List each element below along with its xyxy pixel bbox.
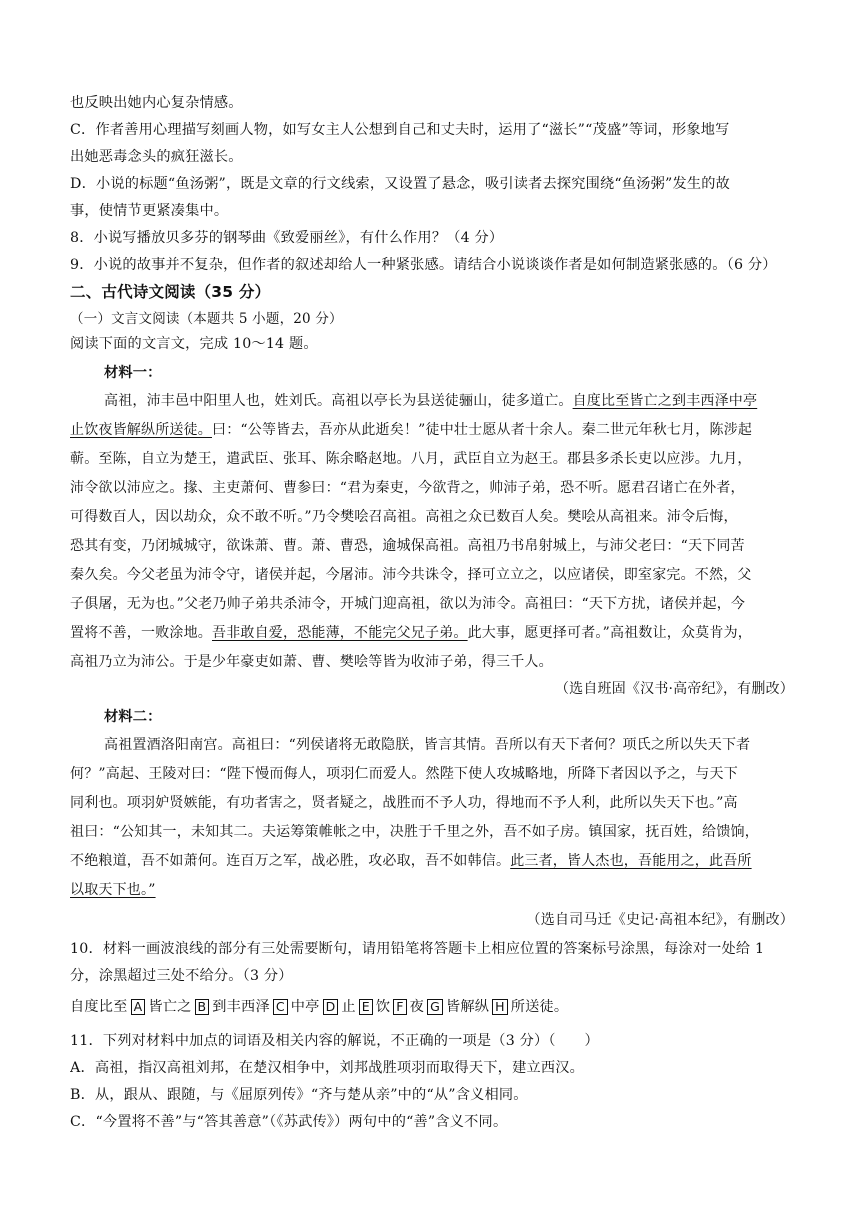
m1-line: 可得数百人，因以劫众，众不敢不听。”乃令樊哙召高祖。高祖之众已数百人矣。樊哙从高祖来。沛令后悔， bbox=[70, 509, 738, 525]
material1-label: 材料一： bbox=[104, 365, 162, 381]
option-b: B．从，跟从、跟随，与《屈原列传》“齐与楚从亲”中的“从”含义相同。 bbox=[70, 1087, 528, 1103]
segment: 到丰西泽 bbox=[212, 999, 270, 1015]
segment: 夜 bbox=[409, 999, 425, 1015]
answer-box-g[interactable]: G bbox=[427, 999, 443, 1015]
segment: 皆亡之 bbox=[148, 999, 192, 1015]
m1-line: 子俱屠，无为也。”父老乃帅子弟共杀沛令，开城门迎高祖，欲以为沛令。高祖曰：“天下方扰，诸侯并起，今 bbox=[70, 596, 746, 612]
segment: 皆解纵 bbox=[445, 999, 490, 1015]
text-line: 事，使情节更紧凑集中。 bbox=[70, 203, 229, 219]
q10-options bbox=[70, 996, 794, 1016]
m1-line: 蕲。至陈，自立为楚王，遣武臣、张耳、陈余略赵地。八月，武臣自立为赵王。郡县多杀长吏以应涉。九月， bbox=[70, 451, 752, 467]
question-10-cont: 分，涂黑超过三处不给分。（3 分） bbox=[70, 968, 293, 984]
text-line: 出她恶毒念头的疯狂滋长。 bbox=[70, 149, 243, 165]
answer-box-a[interactable]: A bbox=[131, 999, 146, 1015]
sub-title: （一）文言文阅读（本题共 5 小题，20 分） bbox=[70, 311, 343, 327]
m2-line: 何？”高起、王陵对曰：“陛下慢而侮人，项羽仁而爱人。然陛下使人攻城略地，所降下者因以予之，与天下 bbox=[70, 766, 738, 782]
answer-box-f[interactable]: F bbox=[393, 999, 406, 1015]
source-1: （选自班固《汉书·高帝纪》，有删改） bbox=[554, 681, 794, 697]
text-line: D．小说的标题“鱼汤粥”，既是文章的行文线索，又设置了悬念，吸引读者去探究围绕“鱼汤粥”发生的故 bbox=[70, 176, 731, 192]
answer-box-d[interactable]: D bbox=[323, 999, 339, 1015]
m1-line: 置将不善，一败涂地。吾非敢自爱，恐能薄，不能完父兄子弟。此大事，愿更择可者。”高祖数让，众莫肯为， bbox=[70, 625, 752, 641]
instruction: 阅读下面的文言文，完成 10～14 题。 bbox=[70, 336, 318, 352]
m1-line: 恐其有变，乃闭城城守，欲诛萧、曹。萧、曹恐，逾城保高祖。高祖乃书帛射城上，与沛父老曰：“天下同苦 bbox=[70, 538, 745, 554]
text-line: 也反映出她内心复杂情感。 bbox=[70, 95, 243, 111]
m2-line: 高祖置酒洛阳南宫。高祖曰：“列侯诸将无敢隐朕，皆言其情。吾所以有天下者何？项氏之所以失天下者 bbox=[104, 737, 751, 753]
section-title: 二、古代诗文阅读（35 分） bbox=[70, 283, 271, 301]
segment: 所送徒。 bbox=[510, 999, 569, 1015]
m1-line: 高祖，沛丰邑中阳里人也，姓刘氏。高祖以亭长为县送徒骊山，徒多道亡。自度比至皆亡之到丰西泽中亭 bbox=[104, 393, 758, 409]
answer-box-b[interactable]: B bbox=[195, 999, 210, 1015]
question-9: 9．小说的故事并不复杂，但作者的叙述却给人一种紧张感。请结合小说谈谈作者是如何制造紧张感的。（6 分） bbox=[70, 257, 777, 273]
m1-line: 止饮夜皆解纵所送徒。曰：“公等皆去，吾亦从此逝矣！”徒中壮士愿从者十余人。秦二世元年秋七月，陈涉起 bbox=[70, 422, 753, 438]
m1-line: 秦久矣。今父老虽为沛令守，诸侯并起，今屠沛。沛今共诛令，择可立立之，以应诸侯，即室家完。不然，父 bbox=[70, 567, 752, 583]
m2-line: 不绝粮道，吾不如萧何。连百万之军，战必胜，攻必取，吾不如韩信。此三者，皆人杰也，吾能用之，此吾所 bbox=[70, 853, 752, 869]
question-11: 11．下列对材料中加点的词语及相关内容的解说，不正确的一项是（3 分）（ ） bbox=[70, 1033, 599, 1049]
segment: 自度比至 bbox=[70, 999, 128, 1015]
material2-label: 材料二： bbox=[104, 709, 162, 725]
m2-line: 祖曰：“公知其一，未知其二。夫运筹策帷帐之中，决胜于千里之外，吾不如子房。镇国家，抚百姓，给馈饷， bbox=[70, 824, 759, 840]
m2-line: 以取天下也。” bbox=[70, 882, 156, 898]
m1-line: 沛令欲以沛应之。掾、主吏萧何、曹参曰：“君为秦吏，今欲背之，帅沛子弟，恐不听。愿君召诸亡在外者， bbox=[70, 480, 745, 496]
answer-box-c[interactable]: C bbox=[273, 999, 288, 1015]
option-a: A．高祖，指汉高祖刘邦，在楚汉相争中，刘邦战胜项羽而取得天下，建立西汉。 bbox=[70, 1060, 585, 1076]
m2-line: 同利也。项羽妒贤嫉能，有功者害之，贤者疑之，战胜而不予人功，得地而不予人利，此所以失天下也。”高 bbox=[70, 795, 738, 811]
answer-box-e[interactable]: E bbox=[359, 999, 373, 1015]
segment: 饮 bbox=[375, 999, 391, 1015]
question-8: 8．小说写播放贝多芬的钢琴曲《致爱丽丝》，有什么作用？（4 分） bbox=[70, 230, 504, 246]
question-10: 10．材料一画波浪线的部分有三处需要断句，请用铅笔将答题卡上相应位置的答案标号涂黑，每涂对一处给 1 bbox=[70, 941, 765, 957]
segment: 止 bbox=[341, 999, 356, 1015]
text-line: C．作者善用心理描写刻画人物，如写女主人公想到自己和丈夫时，运用了“滋长”“茂盛”等词，形象地写 bbox=[70, 122, 730, 138]
answer-box-h[interactable]: H bbox=[492, 999, 508, 1015]
m1-line: 高祖乃立为沛公。于是少年豪吏如萧、曹、樊哙等皆为收沛子弟，得三千人。 bbox=[70, 654, 553, 670]
segment: 中亭 bbox=[290, 999, 320, 1015]
option-c: C．“今置将不善”与“答其善意”（《苏武传》）两句中的“善”含义不同。 bbox=[70, 1114, 508, 1130]
source-2: （选自司马迁《史记·高祖本纪》，有删改） bbox=[526, 912, 794, 928]
